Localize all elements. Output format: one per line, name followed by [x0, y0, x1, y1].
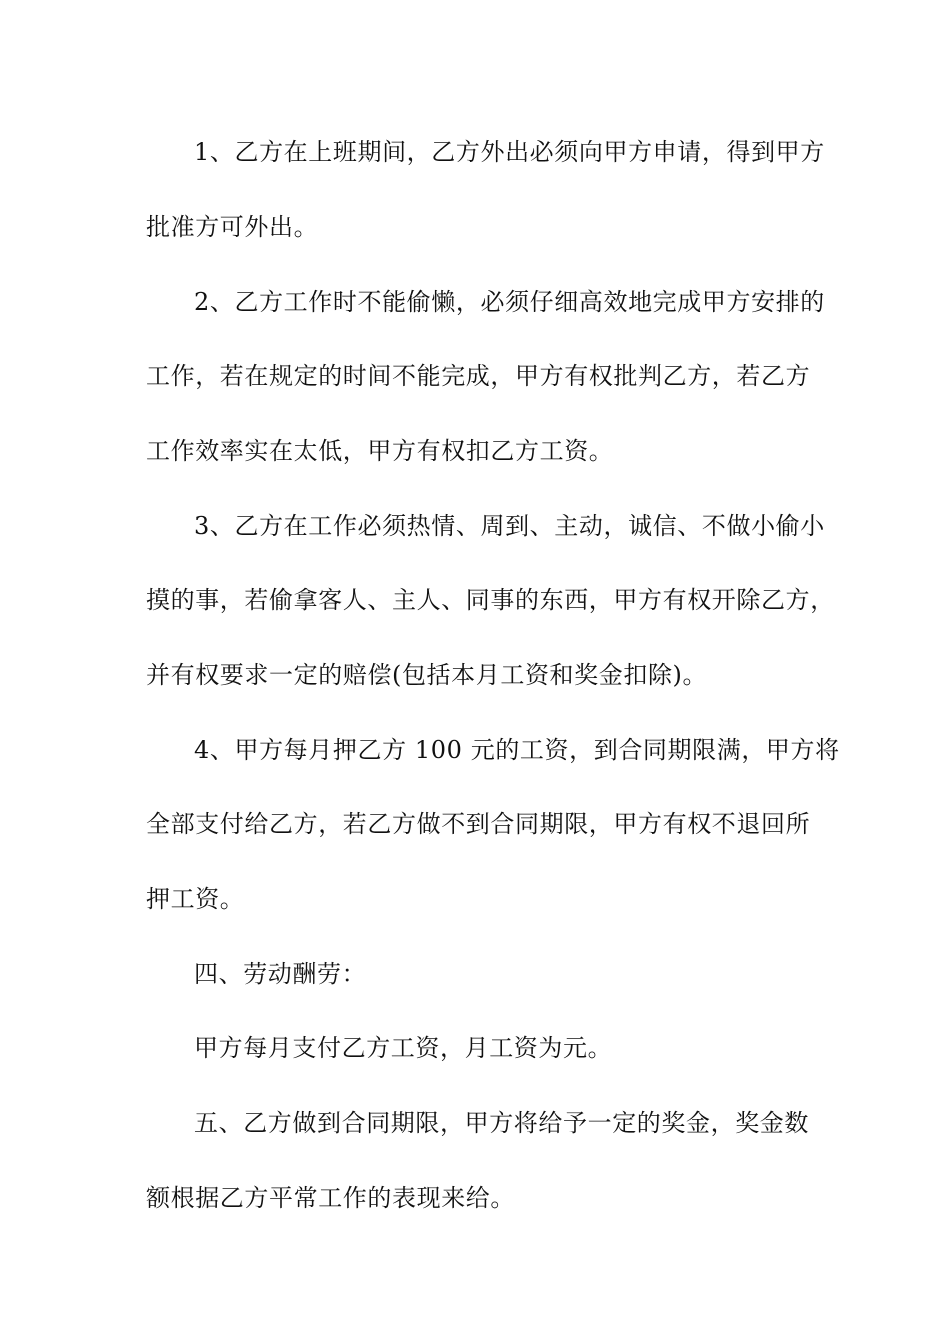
paragraph-6-line-1: 五、乙方做到合同期限，甲方将给予一定的奖金，奖金数 — [194, 1109, 809, 1137]
paragraph-1-line-1: 1、乙方在上班期间，乙方外出必须向甲方申请，得到甲方 — [194, 138, 825, 166]
paragraph-4-line-3: 押工资。 — [146, 885, 245, 913]
paragraph-3-line-1: 3、乙方在工作必须热情、周到、主动，诚信、不做小偷小 — [194, 512, 825, 540]
paragraph-4-line-1: 4、甲方每月押乙方 100 元的工资，到合同期限满，甲方将 — [194, 736, 840, 764]
paragraph-3-line-2: 摸的事，若偷拿客人、主人、同事的东西，甲方有权开除乙方， — [146, 586, 835, 614]
paragraph-3-line-3: 并有权要求一定的赔偿(包括本月工资和奖金扣除)。 — [146, 661, 708, 689]
paragraph-2-line-2: 工作，若在规定的时间不能完成，甲方有权批判乙方，若乙方 — [146, 362, 811, 390]
paragraph-5-line-1: 甲方每月支付乙方工资，月工资为元。 — [194, 1034, 613, 1062]
paragraph-1-line-2: 批准方可外出。 — [146, 213, 319, 241]
paragraph-2-line-1: 2、乙方工作时不能偷懒，必须仔细高效地完成甲方安排的 — [194, 288, 825, 316]
section-heading-labor-remuneration: 四、劳动酬劳： — [194, 960, 367, 988]
paragraph-2-line-3: 工作效率实在太低，甲方有权扣乙方工资。 — [146, 437, 614, 465]
paragraph-6-line-2: 额根据乙方平常工作的表现来给。 — [146, 1184, 515, 1212]
paragraph-4-line-2: 全部支付给乙方，若乙方做不到合同期限，甲方有权不退回所 — [146, 810, 811, 838]
